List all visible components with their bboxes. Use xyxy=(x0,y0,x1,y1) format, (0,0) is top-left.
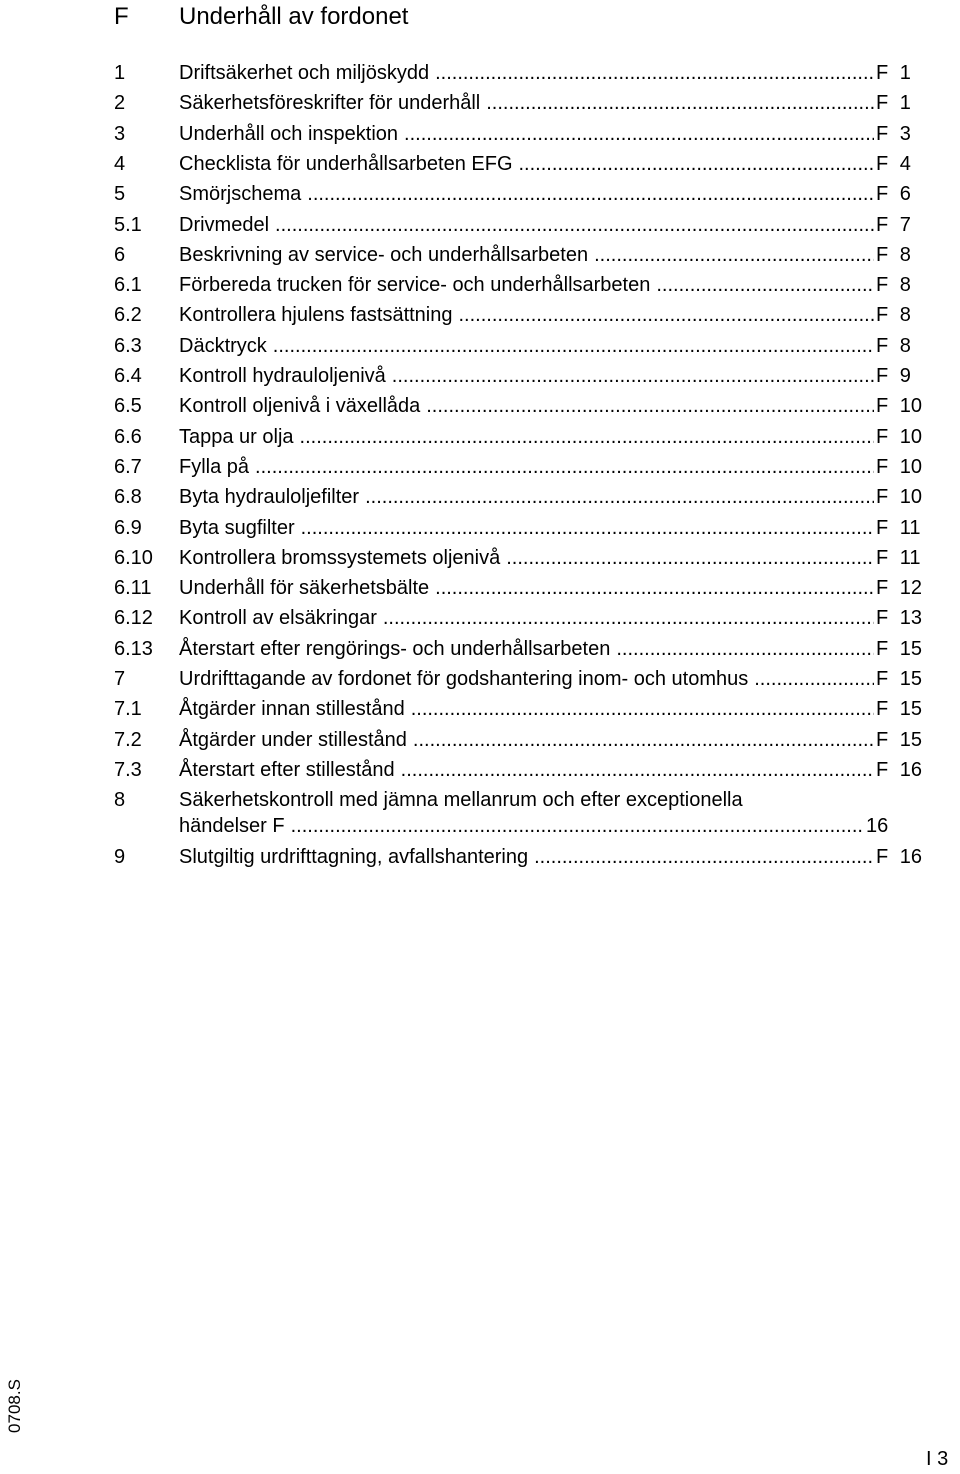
toc-entry[interactable] xyxy=(0,240,960,270)
toc-leader-dots xyxy=(275,210,874,240)
toc-entry-number: 2 xyxy=(114,92,126,115)
toc-leader-dots xyxy=(656,270,874,300)
toc-entry-title: Byta hydrauloljefilter xyxy=(179,486,360,509)
toc-leader-dots xyxy=(301,513,874,543)
toc-entry[interactable] xyxy=(0,664,960,694)
toc-entry[interactable] xyxy=(0,300,960,330)
toc-entry-number: 6.13 xyxy=(114,637,153,660)
toc-entry[interactable] xyxy=(0,603,960,633)
toc-entry-number: 6.1 xyxy=(114,274,142,297)
toc-leader-dots xyxy=(534,842,874,872)
toc-entry-number: 8 xyxy=(114,789,126,812)
toc-entry-number: 7.2 xyxy=(114,728,142,751)
toc-entry[interactable] xyxy=(0,482,960,512)
toc-entry-page: F 8 xyxy=(876,334,911,357)
toc-entry-title: Tappa ur olja xyxy=(179,425,294,448)
toc-entry-title: Drivmedel xyxy=(179,213,270,236)
toc-entry-page: F 8 xyxy=(876,243,911,266)
toc-entry[interactable] xyxy=(0,422,960,452)
toc-entry-page: F 13 xyxy=(876,607,923,630)
toc-leader-dots xyxy=(435,573,874,603)
toc-entry-page: F 10 xyxy=(876,395,923,418)
toc-entry-page: F 11 xyxy=(876,546,921,569)
toc-entry-number: 7 xyxy=(114,668,126,690)
toc-entry-title: Åtgärder under stillestånd xyxy=(179,728,407,751)
toc-entry-title-line1: Säkerhetskontroll med jämna mellanrum och efter exceptionella xyxy=(179,789,743,812)
toc-entry-title: Checklista för underhållsarbeten EFG xyxy=(179,152,513,175)
toc-entry[interactable] xyxy=(0,391,960,421)
toc-entry-number: 6.5 xyxy=(114,395,142,418)
toc-entry[interactable] xyxy=(0,755,960,785)
toc-entry-page: F 10 xyxy=(876,425,923,448)
document-code-text: 0708.S xyxy=(5,1379,24,1433)
toc-entry-number: 5.1 xyxy=(114,213,142,236)
toc-entry-title: Däcktryck xyxy=(179,334,267,357)
toc-entry[interactable] xyxy=(0,785,960,841)
toc-entry-number: 6.4 xyxy=(114,365,142,387)
toc-entry-number: 6.10 xyxy=(114,546,153,569)
toc-entry-page: F 4 xyxy=(876,152,911,175)
toc-entry-page: F 6 xyxy=(876,183,911,206)
toc-entry-page: F 15 xyxy=(876,698,923,721)
toc-entry[interactable] xyxy=(0,210,960,240)
toc-entry-title: Kontrollera bromssystemets oljenivå xyxy=(179,546,501,569)
toc-entry-title: Kontroll oljenivå i växellåda xyxy=(179,395,421,418)
toc-entry-title: Kontroll hydrauloljenivå xyxy=(179,365,386,387)
toc-entry-title: Beskrivning av service- och underhållsarbeten xyxy=(179,243,589,266)
toc-entry-number: 5 xyxy=(114,183,126,206)
toc-entry-title: Säkerhetsföreskrifter för underhåll xyxy=(179,92,481,115)
toc-entry-number: 6.7 xyxy=(114,455,142,478)
toc-entry-title: händelser F xyxy=(179,815,285,838)
toc-leader-dots xyxy=(754,664,874,694)
toc-entry[interactable] xyxy=(0,725,960,755)
toc-entry-number: 6.3 xyxy=(114,334,142,357)
toc-leader-dots xyxy=(291,811,864,841)
toc-entry[interactable] xyxy=(0,543,960,573)
toc-entry[interactable] xyxy=(0,149,960,179)
toc-entry-number: 6.6 xyxy=(114,425,142,448)
toc-entry-page: F 15 xyxy=(876,637,923,660)
toc-entry-number: 4 xyxy=(114,152,126,175)
toc-entry-title: Återstart efter rengörings- och underhållsarbeten xyxy=(179,637,611,660)
toc-leader-dots xyxy=(519,149,875,179)
toc-entry[interactable] xyxy=(0,179,960,209)
toc-entry-page: F 9 xyxy=(876,365,911,387)
toc-leader-dots xyxy=(255,452,874,482)
toc-entry-page: F 1 xyxy=(876,92,911,115)
toc-leader-dots xyxy=(506,543,874,573)
toc-entry[interactable] xyxy=(0,634,960,664)
toc-entry-title: Återstart efter stillestånd xyxy=(179,758,395,781)
toc-entry-title: Fylla på xyxy=(179,455,250,478)
toc-entry-title: Kontrollera hjulens fastsättning xyxy=(179,304,453,327)
toc-entry[interactable] xyxy=(0,842,960,872)
toc-leader-dots xyxy=(401,755,874,785)
toc-entry[interactable] xyxy=(0,513,960,543)
toc-leader-dots xyxy=(300,422,874,452)
toc-entry[interactable] xyxy=(0,58,960,88)
toc-entry-title: Slutgiltig urdrifttagning, avfallshantering xyxy=(179,846,529,869)
toc-entry-page: 16 xyxy=(866,815,889,838)
toc-entry[interactable] xyxy=(0,270,960,300)
toc-leader-dots xyxy=(365,482,874,512)
toc-entry-number: 6.8 xyxy=(114,486,142,509)
toc-entry[interactable] xyxy=(0,361,960,391)
toc-leader-dots xyxy=(392,361,874,391)
toc-leader-dots xyxy=(404,119,874,149)
toc-entry[interactable] xyxy=(0,331,960,361)
toc-entry-page: F 10 xyxy=(876,455,923,478)
toc-entry-page: F 1 xyxy=(876,62,911,84)
toc-entry-page: F 8 xyxy=(876,274,911,297)
toc-entry-number: 6.12 xyxy=(114,607,153,630)
toc-leader-dots xyxy=(273,331,874,361)
toc-entry-page: F 10 xyxy=(876,486,923,509)
toc-leader-dots xyxy=(435,58,874,88)
toc-entry-title: Urdrifttagande av fordonet för godshantering inom- och utomhus xyxy=(179,668,749,690)
toc-entry-number: 1 xyxy=(114,62,126,84)
toc-entry-number: 6.2 xyxy=(114,304,142,327)
toc-leader-dots xyxy=(383,603,874,633)
toc-entry-number: 3 xyxy=(114,122,126,145)
toc-entry-page: F 3 xyxy=(876,122,911,145)
toc-leader-dots xyxy=(307,179,874,209)
toc-entry[interactable] xyxy=(0,694,960,724)
toc-entry-title: Byta sugfilter xyxy=(179,516,295,539)
chapter-title: Underhåll av fordonet xyxy=(179,3,409,30)
toc-entry-number: 6.11 xyxy=(114,577,152,600)
toc-entry-number: 6.9 xyxy=(114,516,142,539)
toc-entry-page: F 15 xyxy=(876,728,923,751)
toc-entry-title: Underhåll och inspektion xyxy=(179,122,399,145)
toc-entry-title: Kontroll av elsäkringar xyxy=(179,607,377,630)
document-code xyxy=(0,1370,30,1442)
toc-entry-page: F 12 xyxy=(876,577,923,600)
toc-leader-dots xyxy=(459,300,875,330)
toc-entry-page: F 8 xyxy=(876,304,911,327)
toc-entry-page: F 15 xyxy=(876,668,923,690)
toc-entry[interactable] xyxy=(0,452,960,482)
toc-entry-number: 7.3 xyxy=(114,758,142,781)
toc-entry-title: Driftsäkerhet och miljöskydd xyxy=(179,62,430,84)
page-number: I 3 xyxy=(926,1448,949,1470)
toc-entry-page: F 11 xyxy=(876,516,921,539)
toc-leader-dots xyxy=(486,88,874,118)
chapter-letter: F xyxy=(114,3,129,30)
toc-leader-dots xyxy=(616,634,874,664)
toc-entry[interactable] xyxy=(0,88,960,118)
toc-entry[interactable] xyxy=(0,573,960,603)
toc-entry-title: Förbereda trucken för service- och underhållsarbeten xyxy=(179,274,651,297)
toc-entry-page: F 16 xyxy=(876,758,923,781)
toc-entry-title: Underhåll för säkerhetsbälte xyxy=(179,577,430,600)
toc-entry-number: 6 xyxy=(114,243,126,266)
toc-entry-title: Åtgärder innan stillestånd xyxy=(179,698,405,721)
toc-entry-page: F 7 xyxy=(876,213,911,236)
toc-leader-dots xyxy=(426,391,874,421)
toc-leader-dots xyxy=(413,725,874,755)
toc-entry-number: 9 xyxy=(114,846,126,869)
toc-entry-number: 7.1 xyxy=(114,698,142,721)
toc-entry-page: F 16 xyxy=(876,846,923,869)
toc-entry[interactable] xyxy=(0,119,960,149)
toc-leader-dots xyxy=(411,694,874,724)
toc-leader-dots xyxy=(594,240,874,270)
toc-entry-title: Smörjschema xyxy=(179,183,302,206)
